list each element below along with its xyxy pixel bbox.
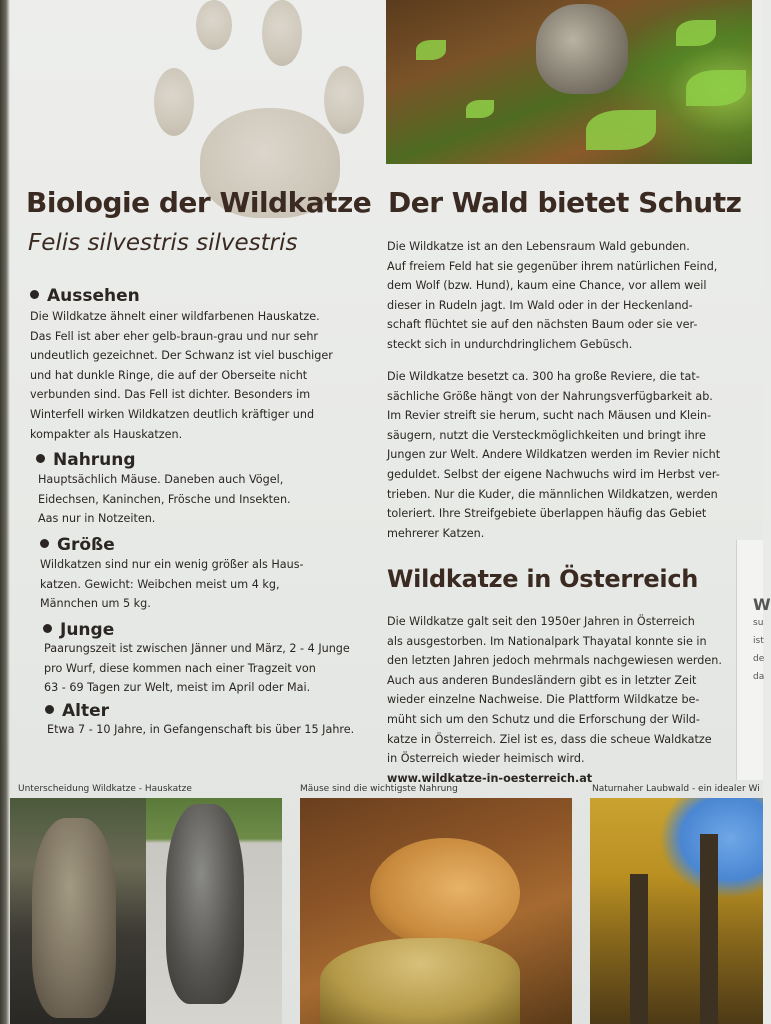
paw-toe-print xyxy=(154,68,194,136)
tree-trunk xyxy=(630,874,648,1024)
tree-trunk xyxy=(700,834,718,1024)
mouse-figure xyxy=(370,838,520,948)
mouse-photo xyxy=(300,798,572,1024)
section-heading-young: Junge xyxy=(43,620,114,640)
bullet-dot xyxy=(30,290,39,299)
forest-title: Der Wald bietet Schutz xyxy=(388,186,742,219)
caption-cats: Unterscheidung Wildkatze - Hauskatze xyxy=(18,784,192,794)
autumn-leaf xyxy=(320,938,520,1024)
section-heading-size: Größe xyxy=(40,535,115,555)
leaf xyxy=(586,110,656,150)
bullet-dot xyxy=(40,539,49,548)
leaf xyxy=(676,20,716,46)
bullet-dot xyxy=(45,705,54,714)
caption-forest: Naturnaher Laubwald - ein idealer Wi xyxy=(592,784,760,794)
leaf xyxy=(466,100,494,118)
bullet-dot xyxy=(43,624,52,633)
wildcat-figure xyxy=(32,818,116,1018)
leaf xyxy=(416,40,446,60)
wildcat-figure xyxy=(536,4,628,94)
forest-paragraph-2: Die Wildkatze besetzt ca. 300 ha große Reviere, die tat- sächliche Größe hängt von der Nahrungsverfügbarkeit ab. Im Revier streift sie herum, sucht nach Mäusen und Klein- säugern, nutzt die Versteckmöglichkeiten und bringt ihre Jungen zur Welt. Andere Wildkatzen werden im Revier nicht geduldet. Selbst der eigene Nachwuchs wird im Herbst ver- trieben. Nur die Kuder, die männlichen Wildkatzen, werden toleriert. Ihre Streifgebiete überlappen häufig das Gebiet mehrerer Katzen. xyxy=(387,370,721,540)
biology-title: Biologie der Wildkatze xyxy=(26,186,372,219)
wildcat-in-forest-photo xyxy=(386,0,752,164)
austria-title: Wildkatze in Österreich xyxy=(387,565,699,593)
housecat-figure xyxy=(166,804,244,1004)
section-heading-food: Nahrung xyxy=(36,450,136,470)
section-heading-appearance: Aussehen xyxy=(30,286,140,306)
leaf xyxy=(686,70,746,106)
section-text-size: Wildkatzen sind nur ein wenig größer als Haus- katzen. Gewicht: Weibchen meist um 4 kg, Männchen um 5 kg. xyxy=(40,558,304,611)
website-link[interactable]: www.wildkatze-in-oesterreich.at xyxy=(387,771,593,785)
austria-paragraph: Die Wildkatze galt seit den 1950er Jahren in Österreich als ausgestorben. Im Nationalpark Thayatal konnte sie in den letzten Jahren jedoch mehrmals nachgewiesen werden. Auch aus anderen Bundesländern gibt es in letzter Zeit wieder einzelne Nachweise. Die Plattform Wildkatze be- müht sich um den Schutz und die Erforschung der Wild- katze in Österreich. Ziel ist es, dass die scheue Waldkatze in Österreich wieder heimisch wird. www.wildkatze-in-oesterreich.at xyxy=(387,612,722,788)
housecat-photo xyxy=(146,798,282,1024)
wildcat-photo xyxy=(10,798,146,1024)
section-text-food: Hauptsächlich Mäuse. Daneben auch Vögel, Eidechsen, Kaninchen, Frösche und Insekten. Aas nur in Notzeiten. xyxy=(38,473,291,526)
paw-toe-print xyxy=(262,0,302,66)
paw-toe-print xyxy=(196,0,232,50)
paw-toe-print xyxy=(324,66,364,134)
bullet-dot xyxy=(36,454,45,463)
caption-mouse: Mäuse sind die wichtigste Nahrung xyxy=(300,784,458,794)
forest-paragraph-1: Die Wildkatze ist an den Lebensraum Wald gebunden. Auf freiem Feld hat sie gegenüber ihrem natürlichen Feind, dem Wolf (bzw. Hund), kaum eine Chance, vor allem weil dieser in Rudeln jagt. Im Wald oder in der Heckenland- schaft flüchtet sie auf den nächsten Baum oder sie ver- steckt sich in undurchdringlichem Gebüsch. xyxy=(387,240,718,351)
section-text-appearance: Die Wildkatze ähnelt einer wildfarbenen Hauskatze. Das Fell ist aber eher gelb-braun-grau und nur sehr undeutlich gezeichnet. Der Schwanz ist viel buschiger und hat dunkle Ringe, die auf der Oberseite nicht verbunden sind. Das Fell ist dichter. Besonders im Winterfell wirken Wildkatzen deutlich kräftiger und kompakter als Hauskatzen. xyxy=(30,310,333,441)
adjacent-panel-edge: W su ist de da xyxy=(736,540,763,780)
section-heading-age: Alter xyxy=(45,701,109,721)
board-frame-left xyxy=(0,0,10,1024)
section-text-age: Etwa 7 - 10 Jahre, in Gefangenschaft bis über 15 Jahre. xyxy=(47,723,355,736)
deciduous-forest-photo xyxy=(590,798,763,1024)
species-subtitle: Felis silvestris silvestris xyxy=(28,230,298,256)
section-text-young: Paarungszeit ist zwischen Jänner und März, 2 - 4 Junge pro Wurf, diese kommen nach einer Tragzeit von 63 - 69 Tagen zur Welt, meist im April oder Mai. xyxy=(44,642,350,695)
